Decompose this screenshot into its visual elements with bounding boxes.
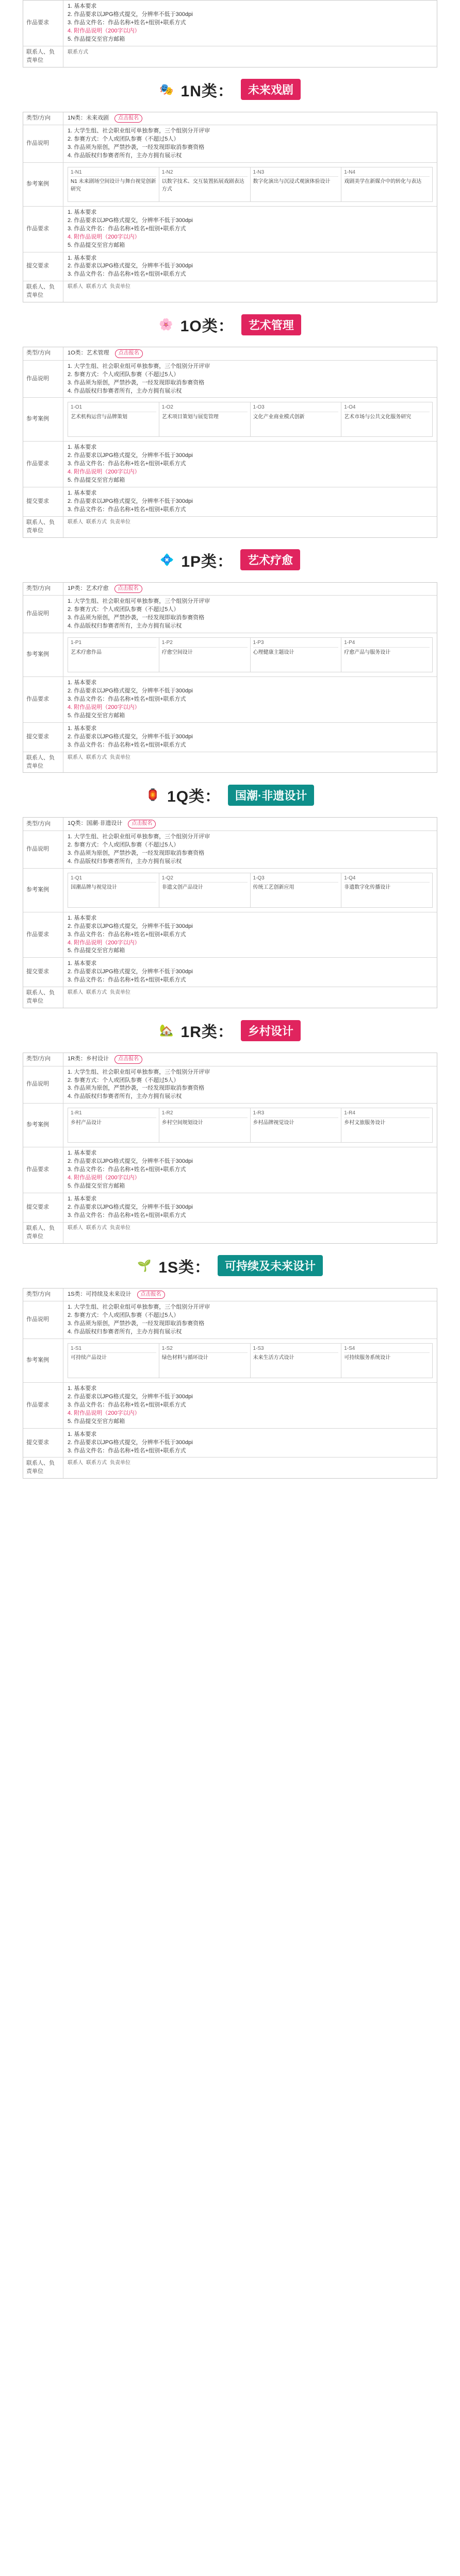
topic-cell-text: 艺术机构运营与品牌策划: [71, 414, 127, 420]
spec-line: 1. 基本要求: [68, 725, 97, 732]
spec-line: 2. 作品要求以JPG格式提交，分辨率不低于300dpi: [68, 1204, 193, 1210]
intro-line: 2. 参赛方式：个人或团队参赛（不超过5人）: [68, 1312, 179, 1319]
intro-line: 1. 大学生组、社会职业组可单独参赛，三个组别分开评审: [68, 833, 210, 840]
spec-line: 2. 作品要求以JPG格式提交，分辨率不低于300dpi: [68, 969, 193, 975]
section-title: 艺术疗愈: [240, 549, 300, 570]
theme-label: 1S类：可持续及未来设计: [68, 1291, 132, 1297]
topic-cell-head: 1-Q2: [162, 875, 248, 883]
intro-line: 1. 大学生组、社会职业组可单独参赛，三个组别分开评审: [68, 363, 210, 369]
spec-line: 2. 作品要求以JPG格式提交，分辨率不低于300dpi: [68, 498, 193, 505]
intro-line: 4. 作品版权归参赛者所有，主办方拥有展示权: [68, 1093, 182, 1100]
label-contact: 联系人、负责单位: [23, 46, 63, 67]
topic-cell: [341, 167, 432, 201]
label-deadline: 作品说明: [23, 125, 63, 162]
topic-cell: [341, 873, 432, 907]
section-code: 1S类：: [158, 1259, 211, 1276]
top-card: [23, 0, 437, 67]
intro-lines: [63, 831, 437, 868]
label-notes: 提交要求: [23, 723, 63, 752]
spec-line: 3. 作品文件名：作品名称+姓名+组别+联系方式: [68, 696, 186, 702]
topic-cell-text: 非遗数字化传播设计: [344, 885, 391, 891]
spec-line: 2. 作品要求以JPG格式提交，分辨率不低于300dpi: [68, 688, 193, 694]
label-category: 类型/方向: [23, 583, 63, 596]
section-icon: 🌸: [159, 318, 173, 331]
footer-item: 联系人: [68, 754, 83, 760]
footer-item: 负责单位: [110, 990, 130, 996]
theme-label: 1Q类：国潮·非遗设计: [68, 820, 123, 827]
footer-row: [68, 1225, 433, 1232]
intro-line: 4. 作品版权归参赛者所有，主办方拥有展示权: [68, 152, 182, 159]
label-category: 类型/方向: [23, 1053, 63, 1066]
topic-cell-text: 国潮品牌与视觉设计: [71, 885, 117, 891]
intro-line: 3. 作品须为原创，严禁抄袭，一经发现即取消参赛资格: [68, 850, 205, 856]
topic-cell-head: 1-N1: [71, 169, 156, 177]
spec-line: 2. 作品要求以JPG格式提交，分辨率不低于300dpi: [68, 1158, 193, 1165]
section-banner: [0, 773, 460, 817]
spec-lines-2: [63, 252, 437, 281]
topic-cell: [341, 638, 432, 672]
label-requirements: 作品要求: [23, 207, 63, 252]
topic-grid: [68, 402, 433, 437]
topic-cell-text: 以数字技术、交互装置拓展戏剧表达方式: [161, 179, 244, 192]
topic-cell-head: 1-O2: [162, 404, 248, 412]
footer-item: 联系人: [68, 990, 83, 996]
section-title: 乡村设计: [241, 1020, 301, 1041]
footer-item: 负责单位: [110, 1460, 130, 1466]
section-banner: [0, 1244, 460, 1288]
topic-cell-head: 1-P4: [344, 639, 430, 648]
intro-line: 2. 参赛方式：个人或团队参赛（不超过5人）: [68, 1077, 179, 1083]
spec-line: 5. 作品提交至官方邮箱: [68, 712, 125, 719]
label-ref: 参考案例: [23, 1104, 63, 1147]
intro-line: 4. 作品版权归参赛者所有，主办方拥有展示权: [68, 387, 182, 394]
spec-line: 1. 基本要求: [68, 914, 97, 921]
spec-line: 4. 附作品说明（200字以内）: [68, 27, 140, 34]
intro-line: 4. 作品版权归参赛者所有，主办方拥有展示权: [68, 1329, 182, 1335]
intro-line: 3. 作品须为原创，严禁抄袭，一经发现即取消参赛资格: [68, 1085, 205, 1092]
footer-item: 联系人: [68, 1225, 83, 1231]
label-requirements: 作品要求: [23, 1383, 63, 1428]
spec-line: 5. 作品提交至官方邮箱: [68, 1183, 125, 1190]
section-icon: 🏮: [145, 788, 160, 802]
spec-line: 5. 作品提交至官方邮箱: [68, 947, 125, 954]
label-category: 类型/方向: [23, 347, 63, 360]
footer-item: 负责单位: [110, 284, 130, 290]
topic-cell: [341, 1344, 432, 1378]
topic-cell-text: 文化产业商业模式创新: [253, 414, 305, 420]
label-deadline: 作品说明: [23, 361, 63, 398]
intro-line: 2. 参赛方式：个人或团队参赛（不超过5人）: [68, 136, 179, 142]
footer-row: [68, 1460, 433, 1467]
topic-cell-text: 疗愈空间设计: [161, 649, 193, 655]
topic-cell: [159, 638, 250, 672]
spec-line: 1. 基本要求: [68, 209, 97, 215]
label-contact: 联系人、负责单位: [23, 1223, 63, 1243]
topic-cell-text: 心理健康主题设计: [253, 649, 294, 655]
section-title: 未来戏剧: [241, 79, 301, 100]
signup-tag[interactable]: 点击报名: [115, 349, 143, 358]
label-ref: 参考案例: [23, 163, 63, 206]
spec-line: 3. 作品文件名：作品名称+姓名+组别+联系方式: [68, 1447, 186, 1454]
signup-tag[interactable]: 点击报名: [114, 585, 142, 594]
topic-cell: [250, 402, 341, 436]
topic-cell-text: 可持续产品设计: [71, 1355, 107, 1361]
section-card: [23, 347, 437, 538]
section-icon: 💠: [159, 553, 174, 566]
section-code: 1R类：: [180, 1024, 234, 1041]
section-banner: [0, 1008, 460, 1053]
topic-cell-head: 1-R2: [162, 1110, 248, 1118]
label-requirements: 作品要求: [23, 677, 63, 722]
label-requirements: 作品要求: [23, 1147, 63, 1193]
label-ref: 参考案例: [23, 1339, 63, 1382]
spec-line: 3. 作品文件名：作品名称+姓名+组别+联系方式: [68, 977, 186, 984]
signup-tag[interactable]: 点击报名: [137, 1291, 165, 1299]
footer-item: 负责单位: [110, 754, 130, 760]
intro-line: 3. 作品须为原创，严禁抄袭，一经发现即取消参赛资格: [68, 1320, 205, 1327]
topic-cell-text: 未来生活方式设计: [253, 1355, 294, 1361]
topic-cell: [250, 638, 341, 672]
section-code: 1O类：: [180, 318, 234, 335]
topic-cell: [250, 167, 341, 201]
section-banner: [0, 538, 460, 582]
label-requirements: 作品要求: [23, 912, 63, 958]
spec-lines: [63, 442, 437, 487]
intro-lines: [63, 125, 437, 162]
topic-grid: [68, 637, 433, 672]
topic-cell: [68, 167, 159, 201]
footer-item: 联系人: [68, 519, 83, 525]
footer-row: [68, 989, 433, 997]
topic-cell-text: 戏剧美学在新媒介中的转化与表达: [344, 179, 422, 185]
footer-item: 联系方式: [86, 519, 107, 525]
intro-line: 1. 大学生组、社会职业组可单独参赛，三个组别分开评审: [68, 128, 210, 134]
spec-line: 3. 作品文件名：作品名称+姓名+组别+联系方式: [68, 741, 186, 748]
intro-line: 2. 参赛方式：个人或团队参赛（不超过5人）: [68, 606, 179, 613]
topic-cell-text: 乡村品牌视觉设计: [253, 1120, 294, 1126]
section-icon: 🎭: [159, 82, 174, 96]
section-card: [23, 582, 437, 773]
section-banner: [0, 67, 460, 112]
section-code: 1Q类：: [167, 788, 221, 806]
section-card: [23, 1288, 437, 1479]
topic-cell-head: 1-O4: [344, 404, 430, 412]
section-card: [23, 1053, 437, 1244]
topic-cell-head: 1-O1: [71, 404, 156, 412]
spec-line: 2. 作品要求以JPG格式提交，分辨率不低于300dpi: [68, 1393, 193, 1400]
spec-line: 3. 作品文件名：作品名称+姓名+组别+联系方式: [68, 19, 186, 26]
topic-cell-head: 1-Q1: [71, 875, 156, 883]
topic-cell: [250, 873, 341, 907]
spec-line: 1. 基本要求: [68, 1431, 97, 1437]
spec-line: 1. 基本要求: [68, 1385, 97, 1392]
topic-cell: [68, 873, 159, 907]
label-contact: 联系人、负责单位: [23, 281, 63, 302]
topic-cell-text: 乡村文旅服务设计: [344, 1120, 386, 1126]
footer-item: 联系方式: [86, 754, 107, 760]
intro-lines: [63, 596, 437, 633]
spec-line: 3. 作品文件名：作品名称+姓名+组别+联系方式: [68, 225, 186, 232]
footer-item: 负责单位: [110, 1225, 130, 1231]
topic-cell: [68, 1344, 159, 1378]
topic-cell-head: 1-Q4: [344, 875, 430, 883]
topic-cell: [159, 1344, 250, 1378]
section-code: 1N类：: [180, 82, 234, 100]
section-icon: 🏡: [159, 1024, 174, 1037]
topic-cell-head: 1-S4: [344, 1345, 430, 1353]
topic-cell-head: 1-N3: [253, 169, 339, 177]
topic-cell-head: 1-S3: [253, 1345, 339, 1353]
spec-line: 1. 基本要求: [68, 3, 97, 9]
label-category: 类型/方向: [23, 1289, 63, 1301]
spec-line: 3. 作品文件名：作品名称+姓名+组别+联系方式: [68, 931, 186, 938]
topic-cell-text: N1 未来剧场空间设计与舞台视觉创新研究: [71, 179, 156, 192]
section-title: 国潮·非遗设计: [228, 785, 314, 806]
spec-line: 2. 作品要求以JPG格式提交，分辨率不低于300dpi: [68, 923, 193, 929]
section-banner: [0, 302, 460, 347]
spec-line: 2. 作品要求以JPG格式提交，分辨率不低于300dpi: [68, 1439, 193, 1446]
topic-cell-head: 1-P2: [162, 639, 248, 648]
topic-cell-head: 1-Q3: [253, 875, 339, 883]
spec-line: 1. 基本要求: [68, 1150, 97, 1157]
topic-cell: [68, 638, 159, 672]
label-deadline: 作品说明: [23, 831, 63, 868]
topic-cell-text: 数字化演出与沉浸式观演体验设计: [253, 179, 331, 185]
topic-grid: [68, 1108, 433, 1143]
spec-line: 1. 基本要求: [68, 680, 97, 686]
topic-cell-head: 1-R1: [71, 1110, 156, 1118]
topic-grid: [68, 167, 433, 202]
footer-item: 联系人: [68, 284, 83, 290]
footer-item: 联系方式: [86, 284, 107, 290]
label-contact: 联系人、负责单位: [23, 517, 63, 537]
intro-line: 2. 参赛方式：个人或团队参赛（不超过5人）: [68, 841, 179, 848]
spec-line: 2. 作品要求以JPG格式提交，分辨率不低于300dpi: [68, 11, 193, 18]
topic-cell-head: 1-P3: [253, 639, 339, 648]
topic-cell: [341, 1108, 432, 1142]
topic-cell: [159, 167, 250, 201]
intro-lines: [63, 361, 437, 398]
intro-line: 3. 作品须为原创，严禁抄袭，一经发现即取消参赛资格: [68, 144, 205, 150]
label-notes: 提交要求: [23, 1193, 63, 1222]
spec-line: 4. 附作品说明（200字以内）: [68, 233, 140, 240]
footer-item: 联系人: [68, 1460, 83, 1466]
topic-cell-head: 1-S1: [71, 1345, 156, 1353]
label-ref: 参考案例: [23, 398, 63, 441]
spec-lines: [63, 1383, 437, 1428]
footer-item: 负责单位: [110, 519, 130, 525]
label-contact: 联系人、负责单位: [23, 1458, 63, 1478]
label-notes: 提交要求: [23, 487, 63, 516]
topic-cell-head: 1-N4: [344, 169, 430, 177]
spec-line: 4. 附作品说明（200字以内）: [68, 469, 140, 476]
label-ref: 参考案例: [23, 869, 63, 912]
theme-label: 1P类：艺术疗愈: [68, 585, 109, 591]
contact-value: 联系方式: [68, 49, 88, 55]
spec-lines-2: [63, 958, 437, 987]
theme-label: 1R类：乡村设计: [68, 1056, 109, 1062]
spec-line: 1. 基本要求: [68, 255, 97, 261]
topic-cell-text: 非遗文创产品设计: [161, 885, 203, 891]
topic-cell-text: 乡村产品设计: [71, 1120, 102, 1126]
topic-cell-text: 疗愈产品与服务设计: [344, 649, 391, 655]
signup-tag[interactable]: 点击报名: [128, 820, 156, 828]
footer-row: [68, 519, 433, 527]
spec-line: 5. 作品提交至官方邮箱: [68, 1418, 125, 1425]
topic-cell: [68, 1108, 159, 1142]
spec-line: 3. 作品文件名：作品名称+姓名+组别+联系方式: [68, 271, 186, 278]
label-requirements: 作品要求: [23, 1, 63, 46]
label-notes: 提交要求: [23, 252, 63, 281]
label-notes: 提交要求: [23, 1429, 63, 1458]
signup-tag[interactable]: 点击报名: [114, 114, 142, 123]
section-card: [23, 112, 437, 303]
topic-cell-text: 艺术项目策划与展览管理: [161, 414, 219, 420]
topic-cell: [341, 402, 432, 436]
intro-line: 1. 大学生组、社会职业组可单独参赛，三个组别分开评审: [68, 1304, 210, 1311]
topic-cell-text: 乡村空间规划设计: [161, 1120, 203, 1126]
spec-line: 2. 作品要求以JPG格式提交，分辨率不低于300dpi: [68, 452, 193, 459]
label-notes: 提交要求: [23, 958, 63, 987]
topic-cell: [159, 873, 250, 907]
spec-lines-2: [63, 487, 437, 516]
signup-tag[interactable]: 点击报名: [114, 1055, 142, 1064]
spec-line: 1. 基本要求: [68, 1196, 97, 1202]
footer-row: [68, 283, 433, 291]
topic-cell: [159, 402, 250, 436]
spec-line: 4. 附作品说明（200字以内）: [68, 1410, 140, 1416]
label-deadline: 作品说明: [23, 1301, 63, 1338]
spec-lines-2: [63, 1429, 437, 1458]
spec-line: 3. 作品文件名：作品名称+姓名+组别+联系方式: [68, 1166, 186, 1173]
intro-line: 1. 大学生组、社会职业组可单独参赛，三个组别分开评审: [68, 1069, 210, 1075]
section-title: 可持续及未来设计: [218, 1255, 323, 1276]
intro-line: 4. 作品版权归参赛者所有，主办方拥有展示权: [68, 623, 182, 630]
spec-lines: [63, 677, 437, 722]
intro-lines: [63, 1301, 437, 1338]
spec-lines: [63, 1147, 437, 1193]
intro-line: 1. 大学生组、社会职业组可单独参赛，三个组别分开评审: [68, 598, 210, 605]
label-category: 类型/方向: [23, 112, 63, 125]
topic-cell-head: 1-R3: [253, 1110, 339, 1118]
intro-line: 2. 参赛方式：个人或团队参赛（不超过5人）: [68, 371, 179, 378]
intro-line: 3. 作品须为原创，严禁抄袭，一经发现即取消参赛资格: [68, 615, 205, 621]
topic-cell: [68, 402, 159, 436]
topic-cell-text: 绿色材料与循环设计: [161, 1355, 208, 1361]
topic-cell: [250, 1108, 341, 1142]
topic-cell-head: 1-R4: [344, 1110, 430, 1118]
topic-cell: [159, 1108, 250, 1142]
spec-lines: [63, 912, 437, 958]
topic-cell-head: 1-N2: [162, 169, 248, 177]
footer-item: 联系方式: [86, 1460, 107, 1466]
topic-cell-head: 1-P1: [71, 639, 156, 648]
spec-line: 3. 作品文件名：作品名称+姓名+组别+联系方式: [68, 461, 186, 467]
intro-line: 3. 作品须为原创，严禁抄袭，一经发现即取消参赛资格: [68, 379, 205, 386]
section-card: [23, 817, 437, 1008]
spec-line: 4. 附作品说明（200字以内）: [68, 704, 140, 710]
spec-line: 3. 作品文件名：作品名称+姓名+组别+联系方式: [68, 506, 186, 513]
section-icon: 🌱: [137, 1259, 152, 1272]
label-deadline: 作品说明: [23, 596, 63, 633]
topic-grid: [68, 873, 433, 908]
topic-grid: [68, 1343, 433, 1378]
footer-row: [68, 754, 433, 762]
spec-line: 1. 基本要求: [68, 444, 97, 451]
intro-lines: [63, 1066, 437, 1104]
spec-line: 2. 作品要求以JPG格式提交，分辨率不低于300dpi: [68, 733, 193, 740]
label-category: 类型/方向: [23, 818, 63, 831]
label-contact: 联系人、负责单位: [23, 987, 63, 1008]
topic-cell: [250, 1344, 341, 1378]
spec-line: 5. 作品提交至官方邮箱: [68, 242, 125, 248]
topic-cell-text: 艺术市场与公共文化服务研究: [344, 414, 412, 420]
spec-line: 3. 作品文件名：作品名称+姓名+组别+联系方式: [68, 1212, 186, 1218]
label-ref: 参考案例: [23, 633, 63, 676]
spec-line: 4. 附作品说明（200字以内）: [68, 939, 140, 946]
section-title: 艺术管理: [241, 314, 301, 335]
topic-cell-head: 1-S2: [162, 1345, 248, 1353]
spec-line: 1. 基本要求: [68, 490, 97, 497]
footer-item: 联系方式: [86, 990, 107, 996]
topic-cell-text: 艺术疗愈作品: [71, 649, 102, 655]
intro-line: 4. 作品版权归参赛者所有，主办方拥有展示权: [68, 858, 182, 865]
spec-line: 5. 作品提交至官方邮箱: [68, 477, 125, 484]
label-contact: 联系人、负责单位: [23, 752, 63, 773]
label-deadline: 作品说明: [23, 1066, 63, 1104]
footer-item: 联系方式: [86, 1225, 107, 1231]
section-code: 1P类：: [181, 553, 234, 570]
spec-line: 3. 作品文件名：作品名称+姓名+组别+联系方式: [68, 1401, 186, 1408]
label-requirements: 作品要求: [23, 442, 63, 487]
topic-cell-head: 1-O3: [253, 404, 339, 412]
spec-line: 4. 附作品说明（200字以内）: [68, 1175, 140, 1181]
spec-line: 2. 作品要求以JPG格式提交，分辨率不低于300dpi: [68, 217, 193, 224]
spec-line: 1. 基本要求: [68, 960, 97, 967]
topic-cell-text: 可持续服务系统设计: [344, 1355, 391, 1361]
spec-line: 5. 作品提交至官方邮箱: [68, 36, 125, 42]
topic-cell-text: 传统工艺创新应用: [253, 885, 294, 891]
theme-label: 1O类：艺术管理: [68, 350, 109, 357]
theme-label: 1N类：未来戏剧: [68, 114, 109, 121]
spec-line: 2. 作品要求以JPG格式提交，分辨率不低于300dpi: [68, 263, 193, 269]
spec-lines: [63, 207, 437, 252]
spec-lines-2: [63, 1193, 437, 1222]
spec-lines-2: [63, 723, 437, 752]
